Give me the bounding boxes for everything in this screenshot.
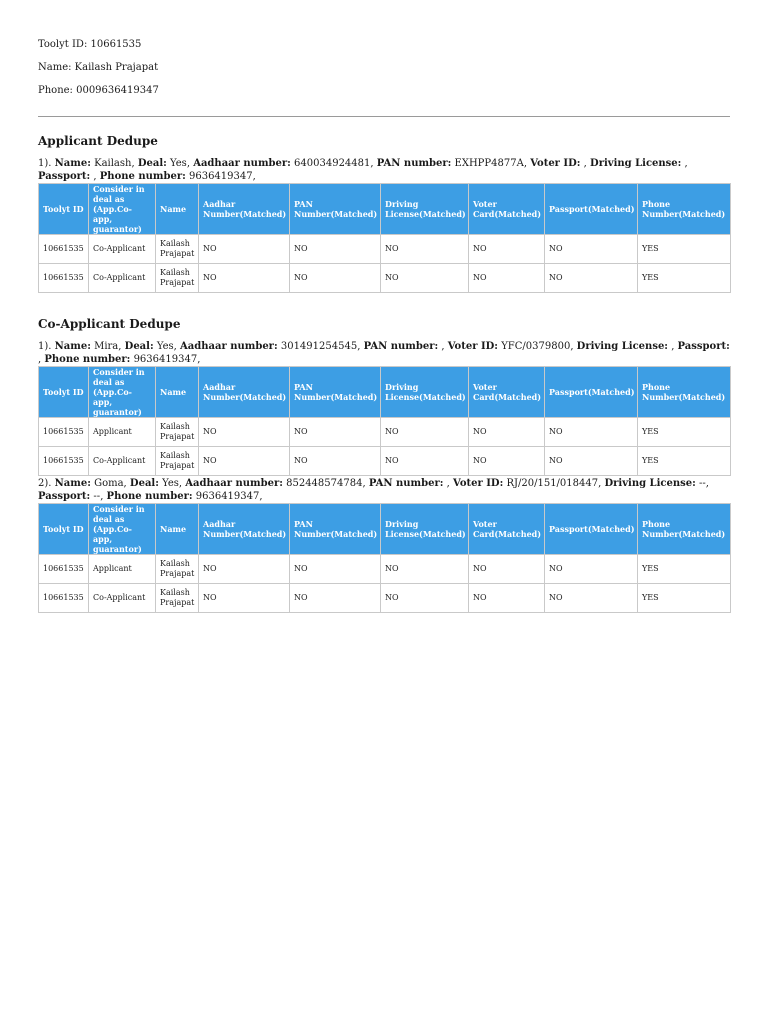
field-label: Passport: [677,341,730,352]
table-row [39,418,731,447]
column-header: Aadhar Number(Matched) [199,504,290,555]
phone-line: Phone: 0009636419347 [38,85,159,96]
field-label: Name: [54,478,91,489]
field-value-index: 1). [38,341,52,352]
column-header: Passport(Matched) [545,504,638,555]
field-label: Driving License: [590,158,682,169]
table-cell: Co-Applicant [89,447,156,476]
applicant-dedupe-title: Applicant Dedupe [38,134,158,148]
table-row [39,555,731,584]
field-label: Aadhaar number: [185,478,283,489]
table-cell: Co-Applicant [89,235,156,264]
dedupe-entry-summary: 1). Name: Kailash, Deal: Yes, Aadhaar number: 640034924481, PAN number: EXHPP4877A, Voter ID: , Driving License: , Passport: , Phone number: 9636419347, [38,158,688,182]
table-cell: NO [290,418,381,447]
table-row [39,235,731,264]
column-header: PAN Number(Matched) [290,504,381,555]
dedupe-entry-summary: 2). Name: Goma, Deal: Yes, Aadhaar number: 852448574784, PAN number: , Voter ID: RJ/20/151/018447, Driving License: --, Passport: --, Phone number: 9636419347, [38,478,709,502]
table-row [39,584,731,613]
column-header: Consider in deal as (App.Co-app, guarantor) [89,504,156,555]
field-value-voter: RJ/20/151/018447 [506,478,599,489]
toolyt-id-line: Toolyt ID: 10661535 [38,39,142,50]
table-cell: NO [545,418,638,447]
dedupe-table [38,366,731,476]
name-line: Name: Kailash Prajapat [38,62,159,73]
table-cell: NO [469,555,545,584]
table-cell: NO [381,584,469,613]
field-label: Aadhaar number: [180,341,278,352]
table-cell: NO [381,235,469,264]
field-value-passport: -- [93,491,101,502]
column-header: Voter Card(Matched) [469,367,545,418]
table-cell: Co-Applicant [89,264,156,293]
table-cell: Co-Applicant [89,584,156,613]
table-cell: NO [545,584,638,613]
field-label: Deal: [124,341,154,352]
field-value-pan: EXHPP4877A [454,158,524,169]
column-header: Name [156,184,199,235]
table-cell: 10661535 [39,235,89,264]
table-cell: YES [638,555,731,584]
field-label: Deal: [137,158,167,169]
dedupe-table [38,183,731,293]
table-cell: YES [638,235,731,264]
column-header: Name [156,367,199,418]
table-cell: Kailash Prajapat [156,418,199,447]
field-label: Name: [54,341,91,352]
table-cell: NO [469,584,545,613]
column-header: Toolyt ID [39,367,89,418]
field-value-name: Kailash [94,158,132,169]
field-label: PAN number: [376,158,452,169]
table-cell: NO [199,264,290,293]
column-header: Driving License(Matched) [381,184,469,235]
field-label: Aadhaar number: [193,158,291,169]
table-cell: Kailash Prajapat [156,235,199,264]
field-label: Voter ID: [530,158,581,169]
table-cell: YES [638,418,731,447]
table-cell: NO [290,235,381,264]
table-cell: NO [545,447,638,476]
column-header: PAN Number(Matched) [290,367,381,418]
table-cell: YES [638,447,731,476]
table-cell: NO [381,447,469,476]
table-cell: NO [199,584,290,613]
field-label: Name: [54,158,91,169]
field-value-dl: -- [698,478,706,489]
column-header: Voter Card(Matched) [469,184,545,235]
field-label: PAN number: [368,478,444,489]
column-header: Phone Number(Matched) [638,504,731,555]
field-label: Phone number: [99,171,186,182]
table-cell: 10661535 [39,555,89,584]
table-cell: 10661535 [39,447,89,476]
column-header: Aadhar Number(Matched) [199,367,290,418]
column-header: Driving License(Matched) [381,367,469,418]
field-label: Phone number: [106,491,193,502]
field-value-deal: Yes [162,478,179,489]
table-cell: NO [290,584,381,613]
field-value-deal: Yes [170,158,187,169]
table-cell: NO [381,418,469,447]
field-label: Voter ID: [447,341,499,352]
field-label: Voter ID: [452,478,504,489]
field-value-name: Mira [94,341,119,352]
field-value-aadhaar: 640034924481 [294,158,371,169]
field-label: Passport: [38,491,91,502]
table-cell: NO [545,235,638,264]
table-cell: NO [469,418,545,447]
table-cell: NO [381,555,469,584]
field-label: Driving License: [576,341,668,352]
table-cell: NO [290,555,381,584]
table-cell: NO [290,447,381,476]
table-cell: NO [290,264,381,293]
column-header: Passport(Matched) [545,367,638,418]
field-label: Deal: [129,478,159,489]
table-cell: NO [469,447,545,476]
table-cell: NO [199,555,290,584]
table-cell: NO [469,264,545,293]
column-header: Phone Number(Matched) [638,184,731,235]
dedupe-entry-summary: 1). Name: Mira, Deal: Yes, Aadhaar number: 301491254545, PAN number: , Voter ID: YFC/0379800, Driving License: , Passport: , Phone number: 9636419347, [38,341,730,365]
field-value-voter: YFC/0379800 [501,341,571,352]
column-header: Aadhar Number(Matched) [199,184,290,235]
field-value-phone: 9636419347 [188,171,253,182]
field-value-phone: 9636419347 [195,491,260,502]
column-header: Toolyt ID [39,504,89,555]
column-header: Consider in deal as (App.Co-app, guarantor) [89,184,156,235]
table-cell: NO [381,264,469,293]
field-value-name: Goma [94,478,124,489]
field-label: Phone number: [44,354,131,365]
column-header: Name [156,504,199,555]
field-label: Driving License: [604,478,696,489]
table-cell: NO [199,447,290,476]
table-row [39,264,731,293]
table-cell: NO [199,235,290,264]
table-cell: NO [545,555,638,584]
table-cell: Kailash Prajapat [156,447,199,476]
table-cell: Applicant [89,555,156,584]
field-value-phone: 9636419347 [133,354,198,365]
table-cell: 10661535 [39,264,89,293]
column-header: Toolyt ID [39,184,89,235]
field-value-deal: Yes [156,341,174,352]
table-header-row [39,367,731,418]
table-header-row [39,184,731,235]
field-value-index: 2). [38,478,52,489]
table-cell: NO [545,264,638,293]
divider [38,116,730,117]
table-row [39,447,731,476]
column-header: PAN Number(Matched) [290,184,381,235]
column-header: Voter Card(Matched) [469,504,545,555]
column-header: Phone Number(Matched) [638,367,731,418]
field-value-index: 1). [38,158,52,169]
column-header: Consider in deal as (App.Co-app, guarantor) [89,367,156,418]
table-cell: YES [638,264,731,293]
field-value-aadhaar: 301491254545 [280,341,358,352]
table-cell: Kailash Prajapat [156,584,199,613]
table-cell: 10661535 [39,418,89,447]
table-cell: Applicant [89,418,156,447]
table-cell: NO [199,418,290,447]
table-header-row [39,504,731,555]
table-cell: Kailash Prajapat [156,264,199,293]
field-label: Passport: [38,171,91,182]
table-cell: 10661535 [39,584,89,613]
table-cell: YES [638,584,731,613]
table-cell: NO [469,235,545,264]
column-header: Driving License(Matched) [381,504,469,555]
dedupe-table [38,503,731,613]
field-value-aadhaar: 852448574784 [286,478,363,489]
column-header: Passport(Matched) [545,184,638,235]
field-label: PAN number: [363,341,439,352]
coapplicant-dedupe-title: Co-Applicant Dedupe [38,317,181,331]
table-cell: Kailash Prajapat [156,555,199,584]
